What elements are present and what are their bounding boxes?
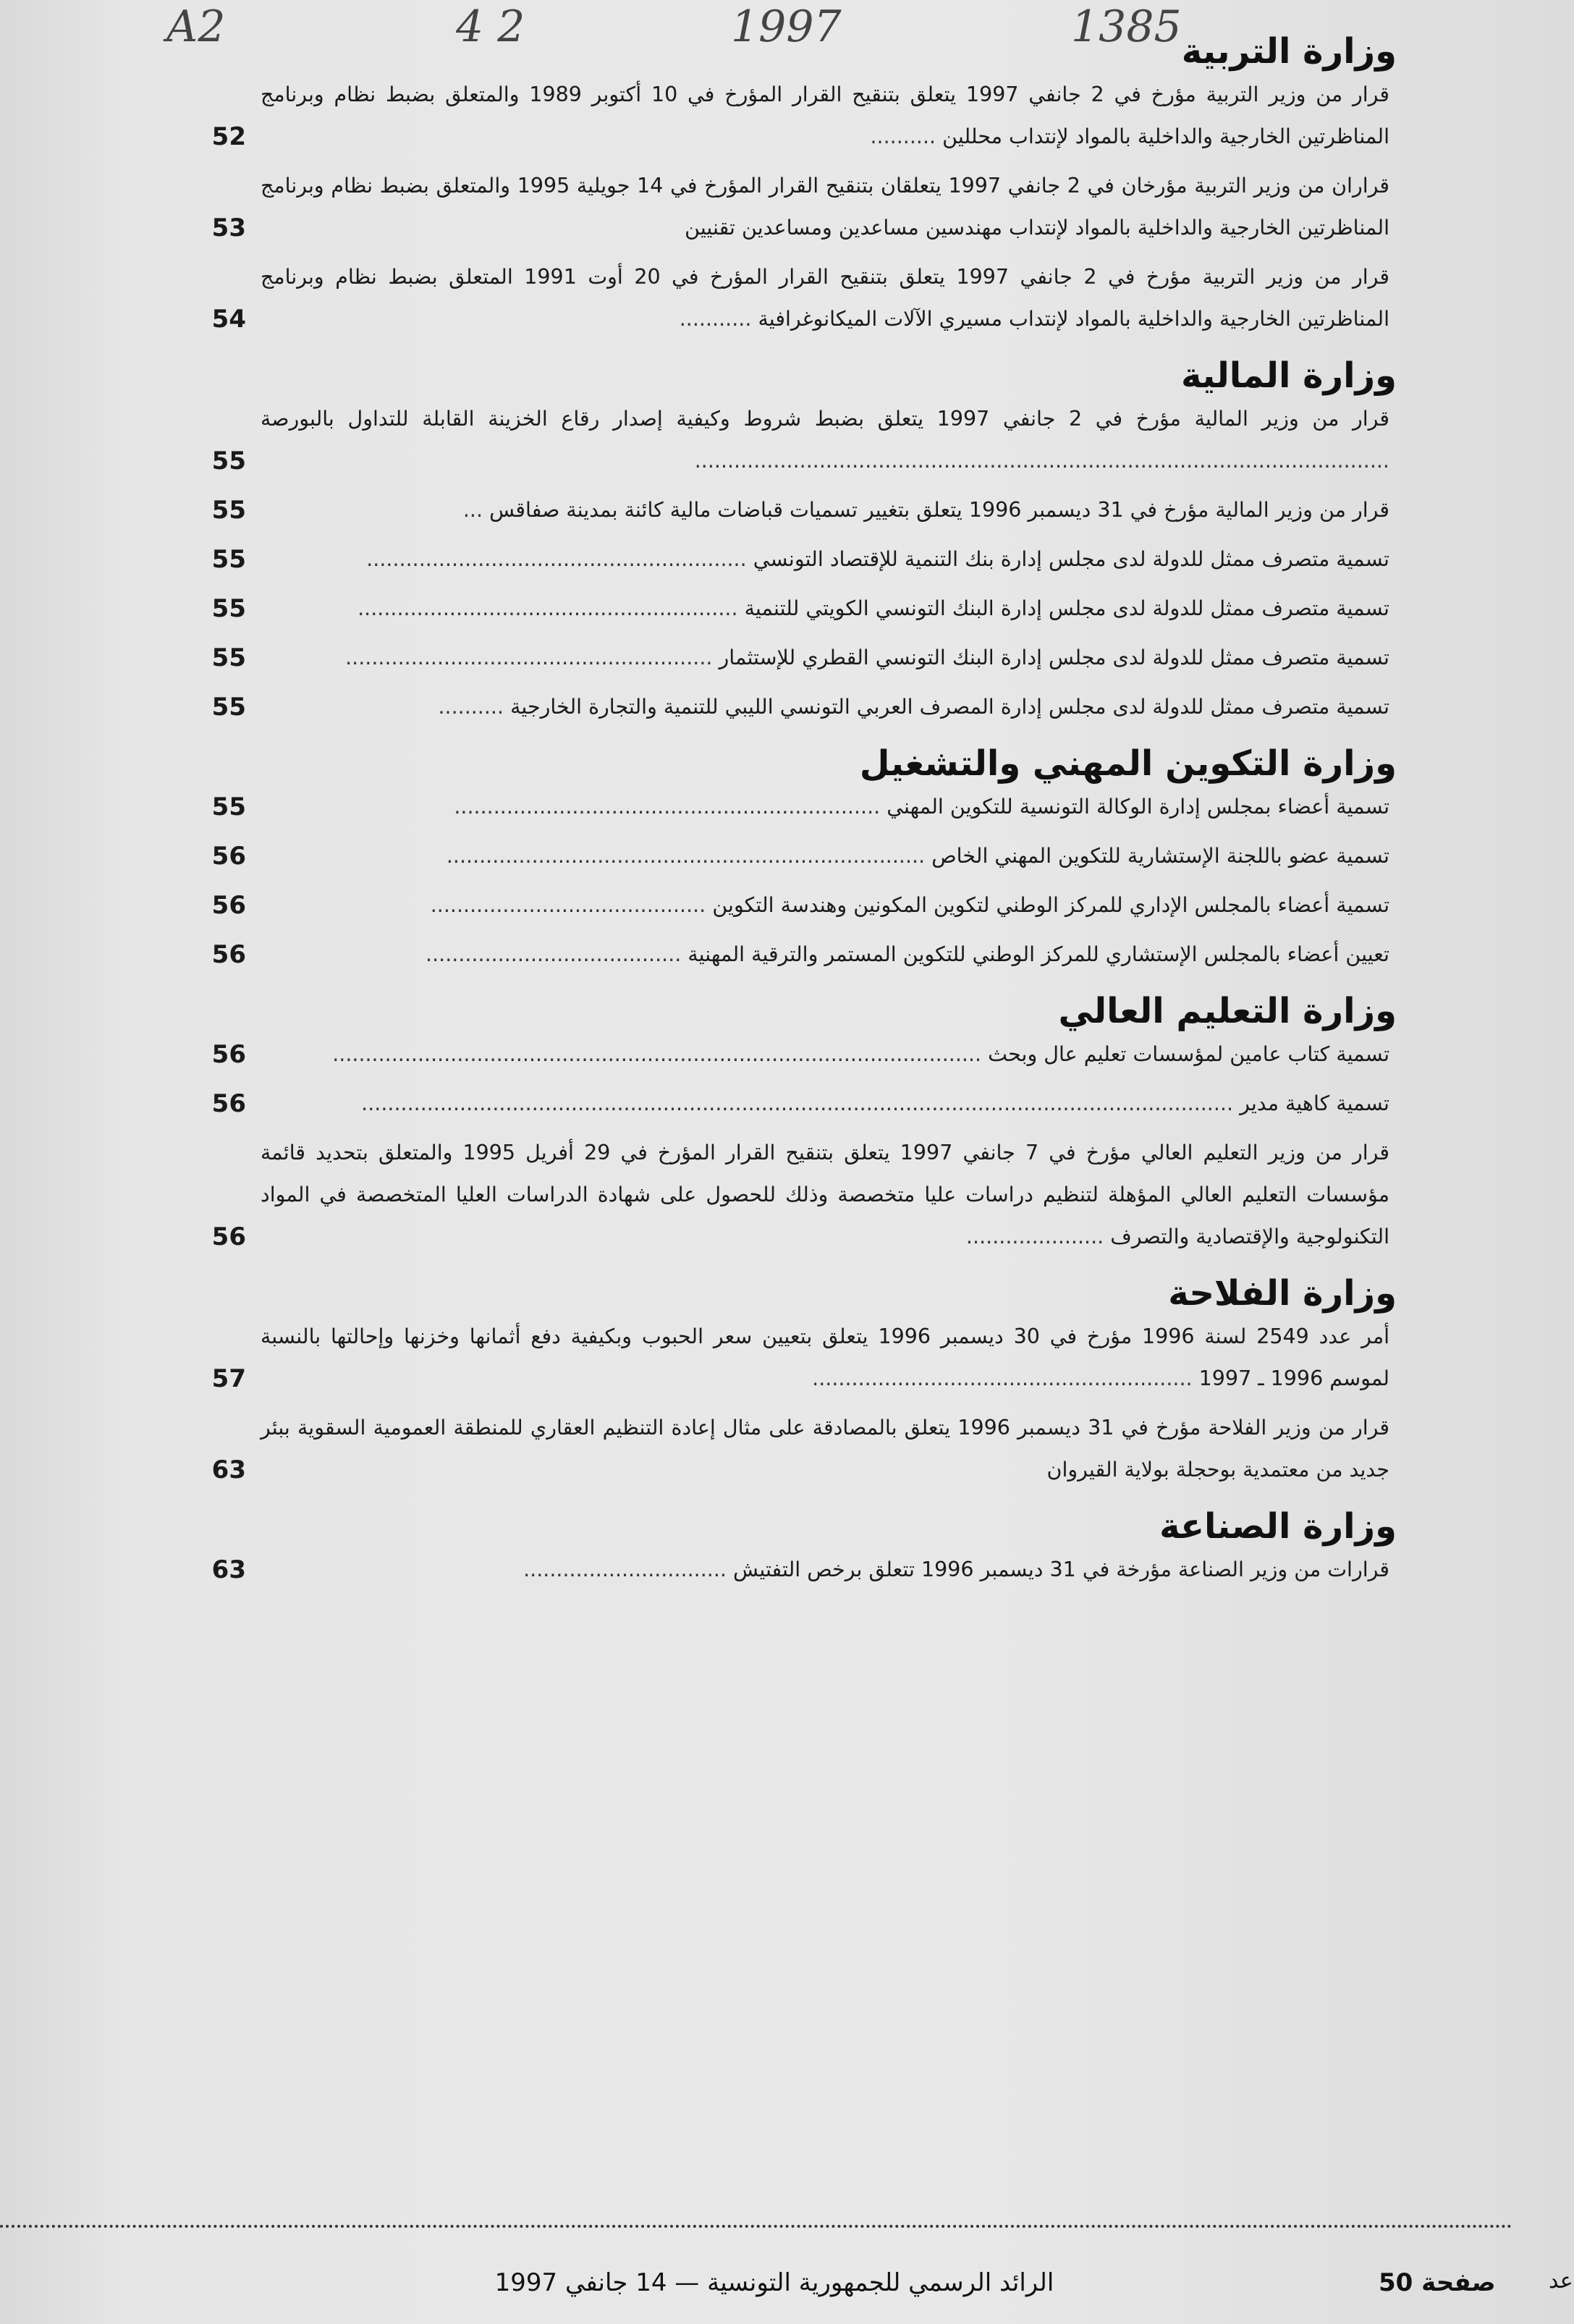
toc-entry xyxy=(174,934,1389,976)
entry-text: تسمية عضو باللجنة الإستشارية للتكوين المهني الخاص xyxy=(931,844,1389,868)
toc-entry xyxy=(174,637,1389,679)
dot-leader: .......................................................... xyxy=(357,596,745,620)
entry-text: تسمية متصرف ممثل للدولة لدى مجلس إدارة البنك التونسي الكويتي للتنمية xyxy=(744,596,1389,620)
toc-entry xyxy=(174,588,1389,630)
toc-entry xyxy=(174,538,1389,580)
dot-leader: ............................... xyxy=(523,1558,734,1581)
dot-leader: .......................................................... xyxy=(812,1366,1199,1390)
section-heading: وزارة التربية xyxy=(1181,31,1397,72)
entry-page-number: 56 xyxy=(211,1222,246,1251)
entry-page-number: 55 xyxy=(211,793,246,821)
entry-text: تسمية متصرف ممثل للدولة لدى مجلس إدارة المصرف العربي التونسي الليبي للتنمية والتجارة الخارجية xyxy=(510,695,1389,719)
section-heading: وزارة الفلاحة xyxy=(1168,1273,1397,1314)
toc-entry xyxy=(174,398,1389,482)
entry-page-number: 56 xyxy=(211,940,246,969)
handwritten-annotation: 4 2 xyxy=(456,1,525,52)
dot-leader: ........................................................ xyxy=(345,646,719,669)
entry-page-number: 55 xyxy=(211,594,246,623)
entry-page-number: 55 xyxy=(211,643,246,672)
section-heading: وزارة المالية xyxy=(1180,355,1397,396)
dot-leader: ....................................... xyxy=(426,942,688,966)
toc-entry xyxy=(174,165,1389,249)
toc-entry xyxy=(174,835,1389,877)
entry-page-number: 56 xyxy=(211,842,246,871)
entry-page-number: 56 xyxy=(211,1089,246,1118)
section-heading: وزارة الصناعة xyxy=(1159,1506,1397,1547)
dot-leader: .......................................................................................................... xyxy=(694,449,1389,473)
entry-page-number: 52 xyxy=(211,122,246,151)
publication-title: الرائد الرسمي للجمهورية التونسية — 14 جانفي 1997 xyxy=(494,2268,1054,2297)
table-of-contents xyxy=(174,29,1397,1591)
toc-entry xyxy=(174,1034,1389,1076)
entry-text: قرارات من وزير الصناعة مؤرخة في 31 ديسمبر 1996 تتعلق برخص التفتيش xyxy=(733,1558,1389,1581)
handwritten-annotation: 1997 xyxy=(731,1,842,52)
entry-page-number: 63 xyxy=(211,1455,246,1484)
entry-text: تعيين أعضاء بالمجلس الإستشاري للمركز الوطني للتكوين المستمر والترقية المهنية xyxy=(687,942,1389,966)
entry-text: أمر عدد 2549 لسنة 1996 مؤرخ في 30 ديسمبر 1996 يتعلق بتعيين سعر الحبوب وبكيفية دفع أثمانها وخزنها وإحالتها بالنسبة لموسم 1996 ـ 1997 xyxy=(261,1324,1389,1390)
entry-text: تسمية متصرف ممثل للدولة لدى مجلس إدارة البنك التونسي القطري للإستثمار xyxy=(719,646,1389,669)
dot-leader: ..................................................................................................................................... xyxy=(361,1091,1240,1115)
toc-entry xyxy=(174,74,1389,158)
entry-text: قرار من وزير التربية مؤرخ في 2 جانفي 1997 يتعلق بتنقيح القرار المؤرخ في 20 أوت 1991 المتعلق بضبط نظام وبرنامج المناظرتين الخارجية والداخلية بالمواد لإنتداب مسيري الآلات الميكانوغرافية xyxy=(261,265,1390,331)
handwritten-annotation: A2 xyxy=(166,1,226,52)
entry-page-number: 56 xyxy=(211,891,246,920)
entry-text: تسمية أعضاء بمجلس إدارة الوكالة التونسية للتكوين المهني xyxy=(887,795,1389,819)
entry-text: قرار من وزير المالية مؤرخ في 31 ديسمبر 1996 يتعلق بتغيير تسميات قباضات مالية كائنة بمدينة صفاقس xyxy=(489,498,1389,522)
entry-text: تسمية كاهية مدير xyxy=(1240,1091,1389,1115)
toc-entry xyxy=(174,1549,1389,1591)
entry-text: قرار من وزير الفلاحة مؤرخ في 31 ديسمبر 1996 يتعلق بالمصادقة على مثال إعادة التنظيم العقاري للمنطقة العمومية السقوية ببئر جديد من معتمدية بوحجلة بولاية القيروان xyxy=(261,1416,1390,1482)
dot-leader: ........... xyxy=(679,307,758,331)
entry-text: تسمية أعضاء بالمجلس الإداري للمركز الوطني لتكوين المكونين وهندسة التكوين xyxy=(712,893,1389,917)
toc-entry xyxy=(174,1083,1389,1125)
toc-entry xyxy=(174,786,1389,828)
entry-page-number: 55 xyxy=(211,545,246,574)
toc-entry xyxy=(174,1407,1389,1491)
dot-leader: .......................................... xyxy=(430,893,713,917)
entry-text: قرار من وزير المالية مؤرخ في 2 جانفي 1997 يتعلق بضبط شروط وكيفية إصدار رقاع الخزينة القابلة للتداول بالبورصة xyxy=(261,407,1389,431)
entry-text: تسمية كتاب عامين لمؤسسات تعليم عال وبحث xyxy=(988,1042,1389,1066)
entry-page-number: 55 xyxy=(211,693,246,722)
entry-page-number: 56 xyxy=(211,1040,246,1069)
entry-page-number: 57 xyxy=(211,1364,246,1393)
toc-entry xyxy=(174,884,1389,926)
toc-entry xyxy=(174,256,1389,340)
dot-leader: ..................... xyxy=(965,1225,1111,1248)
toc-entry xyxy=(174,686,1389,728)
entry-page-number: 55 xyxy=(211,447,246,476)
dot-leader: ................................................................................................... xyxy=(332,1042,989,1066)
entry-text: قرار من وزير التعليم العالي مؤرخ في 7 جانفي 1997 يتعلق بتنقيح القرار المؤرخ في 29 أفريل 1995 والمتعلق بتحديد قائمة مؤسسات التعليم العالي المؤهلة لتنظيم دراسات عليا متخصصة وذلك للحصول على شهادة الدراسات العليا المتخصصة في المواد التكنولوجية والإقتصادية والتصرف xyxy=(261,1141,1390,1248)
dot-leader: ................................................................. xyxy=(454,795,887,819)
toc-entry xyxy=(174,1132,1389,1258)
entry-page-number: 53 xyxy=(211,214,246,242)
entry-page-number: 54 xyxy=(211,305,246,334)
dot-leader: ......................................................................... xyxy=(446,844,932,868)
handwritten-annotation: 1385 xyxy=(1071,1,1182,52)
section-heading: وزارة التكوين المهني والتشغيل xyxy=(859,743,1397,784)
toc-entry xyxy=(174,489,1389,531)
section-heading: وزارة التعليم العالي xyxy=(1058,991,1397,1031)
dot-leader: .......................................................... xyxy=(366,547,753,571)
dot-leader: .......... xyxy=(870,124,943,148)
entry-page-number: 63 xyxy=(211,1555,246,1584)
footer-divider xyxy=(0,2225,1512,2228)
entry-page-number: 55 xyxy=(211,496,246,525)
edge-text: عد xyxy=(1549,2268,1573,2294)
page-number: صفحة 50 xyxy=(1379,2268,1496,2297)
entry-text: تسمية متصرف ممثل للدولة لدى مجلس إدارة بنك التنمية للإقتصاد التونسي xyxy=(753,547,1389,571)
entry-text: قرار من وزير التربية مؤرخ في 2 جانفي 1997 يتعلق بتنقيح القرار المؤرخ في 10 أكتوبر 1989 والمتعلق بضبط نظام وبرنامج المناظرتين الخارجية والداخلية بالمواد لإنتداب محللين xyxy=(261,83,1390,148)
dot-leader: .......... xyxy=(438,695,511,719)
entry-text: قراران من وزير التربية مؤرخان في 2 جانفي 1997 يتعلقان بتنقيح القرار المؤرخ في 14 جويلية 1995 والمتعلق بضبط نظام وبرنامج المناظرتين الخارجية والداخلية بالمواد لإنتداب مهندسين مساعدين ومساعدين تقنيين xyxy=(261,174,1389,240)
dot-leader: ... xyxy=(462,498,490,522)
toc-entry xyxy=(174,1316,1389,1400)
